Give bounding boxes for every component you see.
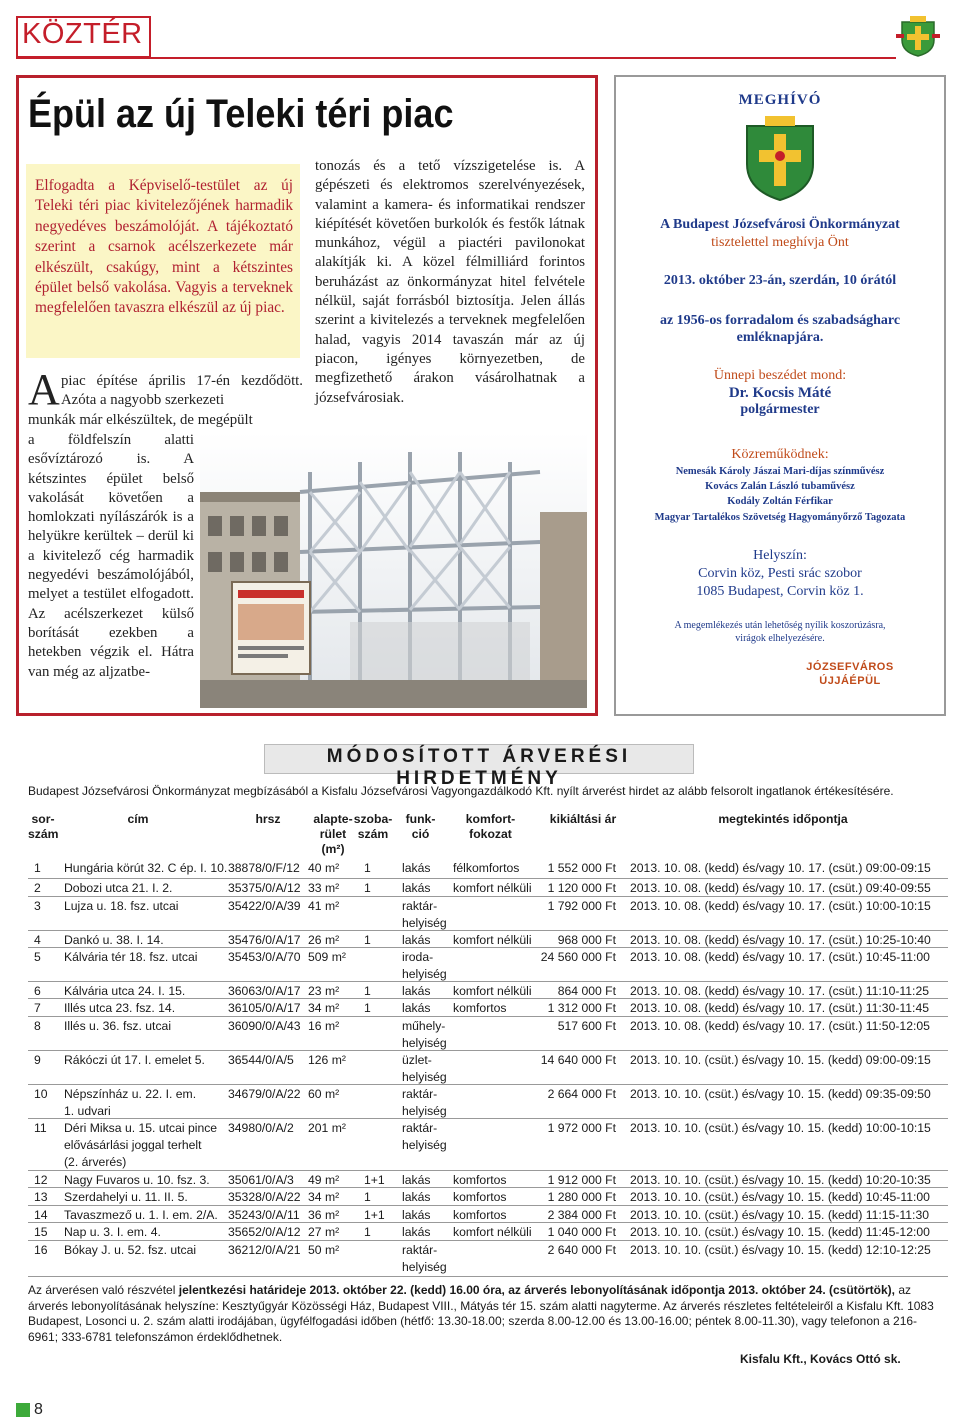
cell-addr-line: Illés utca 23. fsz. 14.: [64, 1001, 176, 1015]
invitation-speaker: Dr. Kocsis Máté: [728, 385, 832, 401]
cell-price: 2 384 000 Ft: [547, 1208, 616, 1222]
cell-rooms: 1: [364, 984, 371, 998]
cell-view: 2013. 10. 10. (csüt.) és/vagy 10. 15. (kedd) 10:45-11:00: [630, 1190, 930, 1204]
cell-price: 968 000 Ft: [557, 933, 616, 947]
cell-func: [402, 1224, 430, 1241]
cell-view: 2013. 10. 08. (kedd) és/vagy 10. 17. (csüt.) 11:10-11:25: [630, 984, 930, 998]
cell-addr-line: Rákóczi út 17. I. emelet 5.: [64, 1053, 205, 1067]
cell-area: 509 m²: [308, 950, 346, 964]
cell-func: [402, 880, 430, 897]
cell-hrsz: 38878/0/F/12: [228, 861, 300, 875]
cell-rooms: 1: [364, 1225, 371, 1239]
contributor: Nemesák Károly Jászai Mari-díjas színművész: [675, 466, 885, 477]
cell-no: 9: [34, 1053, 41, 1067]
invitation-occasion-2: emléknapjára.: [736, 330, 824, 345]
cell-rooms: 1: [364, 1190, 371, 1204]
cell-view: 2013. 10. 10. (csüt.) és/vagy 10. 15. (kedd) 11:45-12:00: [630, 1225, 930, 1239]
cell-hrsz: 36090/0/A/43: [228, 1019, 301, 1033]
cell-func-line: üzlet-: [402, 1053, 432, 1067]
section-label: KÖZTÉR: [22, 18, 143, 50]
cell-no: 4: [34, 933, 41, 947]
cell-no: 3: [34, 899, 41, 913]
auction-title: MÓDOSÍTOTT ÁRVERÉSI HIRDETMÉNY: [326, 746, 632, 789]
cell-view: 2013. 10. 08. (kedd) és/vagy 10. 17. (csüt.) 10:45-11:00: [630, 950, 930, 964]
cell-func-line: helyiség: [402, 1260, 447, 1274]
cell-comfort: félkomfortos: [453, 861, 520, 875]
cell-price: 2 640 000 Ft: [547, 1243, 616, 1257]
invitation-speaker-title: polgármester: [740, 402, 820, 417]
cell-addr-line: (2. árverés): [64, 1155, 127, 1169]
cell-comfort: komfortos: [453, 1208, 507, 1222]
cell-view: 2013. 10. 10. (csüt.) és/vagy 10. 15. (kedd) 10:20-10:35: [630, 1173, 931, 1187]
cell-view: 2013. 10. 08. (kedd) és/vagy 10. 17. (csüt.) 10:00-10:15: [630, 899, 931, 913]
cell-func-line: lakás: [402, 1190, 431, 1204]
cell-hrsz: 35652/0/A/12: [228, 1225, 301, 1239]
cell-func-line: lakás: [402, 1225, 431, 1239]
row-divider: [28, 1222, 948, 1223]
cell-price: 2 664 000 Ft: [547, 1087, 616, 1101]
cell-addr: [64, 1120, 217, 1171]
cell-hrsz: 36212/0/A/21: [228, 1243, 301, 1257]
cell-addr-line: Bókay J. u. 52. fsz. utcai: [64, 1243, 197, 1257]
cell-func-line: raktár-: [402, 1243, 438, 1257]
cell-addr-line: Nagy Fuvaros u. 10. fsz. 3.: [64, 1173, 210, 1187]
cell-func: [402, 1242, 447, 1276]
invitation-venue: Corvin köz, Pesti srác szobor: [698, 566, 862, 581]
cell-addr-line: Dankó u. 38. I. 14.: [64, 933, 164, 947]
cell-func-line: helyiség: [402, 1070, 447, 1084]
cell-area: 49 m²: [308, 1173, 340, 1187]
page-marker: [16, 1403, 30, 1417]
cell-addr-line: Hungária körút 32. C ép. I. 10.: [64, 861, 228, 875]
article-text-col1-line: munkák már elkészültek, de megépült: [28, 412, 253, 428]
invitation-venue-label: Helyszín:: [753, 548, 807, 563]
cell-area: 36 m²: [308, 1208, 340, 1222]
drop-cap: A: [28, 365, 60, 414]
district-crest-icon: [896, 14, 940, 58]
cell-func: [402, 1086, 447, 1120]
cell-no: 1: [34, 861, 41, 875]
contributor: Kodály Zoltán Férfikar: [727, 496, 833, 507]
cell-func: [402, 1018, 447, 1052]
cell-no: 7: [34, 1001, 41, 1015]
jozsefvaros-logo-text: JÓZSEFVÁROS: [806, 661, 894, 673]
cell-hrsz: 36544/0/A/5: [228, 1053, 294, 1067]
row-divider: [28, 930, 948, 931]
cell-addr-line: Illés u. 36. fsz. utcai: [64, 1019, 172, 1033]
cell-price: 24 560 000 Ft: [540, 950, 616, 964]
row-divider: [28, 998, 948, 999]
cell-func-line: helyiség: [402, 1138, 447, 1152]
cell-comfort: komfortos: [453, 1001, 507, 1015]
cell-comfort: komfort nélküli: [453, 1225, 532, 1239]
row-divider: [28, 1016, 948, 1017]
invitation-title: MEGHÍVÓ: [738, 92, 822, 108]
cell-func-line: helyiség: [402, 967, 447, 981]
cell-no: 8: [34, 1019, 41, 1033]
cell-addr: [64, 1018, 171, 1035]
cell-view: 2013. 10. 10. (csüt.) és/vagy 10. 15. (kedd) 09:35-09:50: [630, 1087, 931, 1101]
cell-rooms: 1+1: [364, 1173, 385, 1187]
invitation-invites: tisztelettel meghívja Önt: [711, 235, 849, 250]
cell-addr: [64, 860, 227, 877]
cell-addr-line: Kálvária tér 18. fsz. utcai: [64, 950, 198, 964]
cell-no: 11: [34, 1121, 47, 1135]
article-lead: Elfogadta a Képviselő-testület az új Teleki téri piac kivitelezőjének harmadik negyedéves beszámolóját. A tájékoztató szerint a csarnok acélszerkezete már elkészült, csakúgy, mint a kétszintes épület belső vakolása. Vagyis a terveknek megfelelően tavaszra elkészül az új piac.: [35, 177, 293, 317]
row-divider: [28, 1240, 948, 1241]
col-header-comfort: komfort- fokozat: [465, 812, 516, 841]
cell-func-line: lakás: [402, 1208, 431, 1222]
col-header-viewing: megtekintés időpontja: [718, 812, 848, 826]
cell-view: 2013. 10. 08. (kedd) és/vagy 10. 17. (csüt.) 09:00-09:15: [630, 861, 931, 875]
cell-func: [402, 860, 430, 877]
cell-view: 2013. 10. 10. (csüt.) és/vagy 10. 15. (kedd) 10:00-10:15: [630, 1121, 931, 1135]
cell-comfort: komfortos: [453, 1190, 507, 1204]
cell-addr-line: Tavaszmező u. 1. I. em. 2/A.: [64, 1208, 218, 1222]
cell-hrsz: 36105/0/A/17: [228, 1001, 301, 1015]
cell-area: 60 m²: [308, 1087, 340, 1101]
cell-rooms: 1: [364, 933, 371, 947]
row-divider: [28, 947, 948, 948]
article-text-col1-narrow: a földfelszín alatti esővíztározó is. A kétszintes épület belső vakolását követően a homlokzati nyílászárók is a helyükre kerültek – derül ki a kivitelező cég harmadik negyedévi beszámolójából, melyet a testület elfogadott. Az acélszerkezet külső borítását ezekben a hetekben végzik el. Hátra van még az aljzatbe-: [28, 432, 194, 680]
row-divider: [28, 1050, 948, 1051]
cell-func: [402, 1000, 430, 1017]
cell-func: [402, 1120, 447, 1154]
col-header-price: kikiáltási ár: [549, 812, 617, 826]
invitation-speech-label: Ünnepi beszédet mond:: [713, 368, 847, 383]
cell-addr-line: 1. udvari: [64, 1104, 111, 1118]
auction-signature: Kisfalu Kft., Kovács Ottó sk.: [740, 1352, 901, 1366]
cell-view: 2013. 10. 10. (csüt.) és/vagy 10. 15. (kedd) 09:00-09:15: [630, 1053, 931, 1067]
cell-no: 5: [34, 950, 41, 964]
cell-func-line: lakás: [402, 1173, 431, 1187]
cell-rooms: 1: [364, 881, 371, 895]
construction-photo: [200, 432, 587, 708]
cell-hrsz: 34980/0/A/2: [228, 1121, 294, 1135]
cell-no: 16: [34, 1243, 48, 1257]
invitation-occasion: az 1956-os forradalom és szabadságharc: [659, 313, 901, 328]
row-divider: [28, 1118, 948, 1119]
cell-comfort: komfort nélküli: [453, 984, 532, 998]
cell-addr-line: Lujza u. 18. fsz. utcai: [64, 899, 179, 913]
col-header-hrsz: hrsz: [255, 812, 281, 826]
cell-func-line: raktár-: [402, 899, 438, 913]
cell-addr-line: Nap u. 3. I. em. 4.: [64, 1225, 161, 1239]
cell-addr-line: Kálvária utca 24. I. 15.: [64, 984, 186, 998]
cell-addr: [64, 1189, 188, 1206]
auction-footer: Az árverésen való részvétel jelentkezési határideje 2013. október 22. (kedd) 16.00 óra, az árverés lebonyolításának időpontja 2013. október 24. (csütörtök), az árverés lebonyolításának helyszíne: Kesztyűgyár Közösségi Ház, Budapest VIII., Mátyás tér 15. szám alatti nagyterme. Az árverés részletes feltételeiről a Kisfalu Kft. 1083 Budapest, Losonci u. 2. szám alatti irodájában, ügyfélfogadási időben (hétfő: 13.30-18.00; szerda 8.00-12.00 és 13.00-16.00; péntek 8.00-11.30), vagy telefonon a 216-6961; 333-6781 telefonszámon érdeklődhetnek.: [28, 1283, 934, 1344]
cell-addr: [64, 1224, 161, 1241]
row-divider: [28, 1084, 948, 1085]
table-bottom-rule: [28, 1276, 948, 1277]
cell-hrsz: 35453/0/A/70: [228, 950, 301, 964]
cell-price: 1 972 000 Ft: [547, 1121, 616, 1135]
cell-addr-line: Dobozi utca 21. I. 2.: [64, 881, 173, 895]
invitation-note-2: virágok elhelyezésére.: [735, 633, 825, 644]
cell-area: 33 m²: [308, 881, 340, 895]
cell-area: 201 m²: [308, 1121, 346, 1135]
cell-no: 6: [34, 984, 41, 998]
cell-addr: [64, 1052, 205, 1069]
cell-comfort: komfort nélküli: [453, 933, 532, 947]
cell-rooms: 1: [364, 1001, 371, 1015]
cell-price: 1 120 000 Ft: [547, 881, 616, 895]
cell-price: 517 600 Ft: [557, 1019, 616, 1033]
contributor: Kovács Zalán László tubaművész: [705, 481, 855, 492]
cell-func-line: lakás: [402, 1001, 431, 1015]
cell-price: 864 000 Ft: [557, 984, 616, 998]
cell-hrsz: 34679/0/A/22: [228, 1087, 301, 1101]
cell-func: [402, 1189, 430, 1206]
invitation-note: A megemlékezés után lehetőség nyílik koszorúzásra,: [674, 620, 886, 631]
cell-func-line: műhely-: [402, 1019, 446, 1033]
cell-addr: [64, 880, 172, 897]
col-header-area: alapte- rület (m²): [313, 812, 353, 856]
cell-func-line: lakás: [402, 881, 431, 895]
header-rule: [16, 57, 896, 59]
page-number: 8: [34, 1401, 43, 1418]
invitation-contributors-label: Közreműködnek:: [731, 447, 829, 462]
article-headline: Épül az új Teleki téri piac: [28, 92, 454, 136]
cell-no: 10: [34, 1087, 48, 1101]
cell-area: 34 m²: [308, 1190, 340, 1204]
cell-area: 50 m²: [308, 1243, 340, 1257]
cell-func-line: lakás: [402, 984, 431, 998]
cell-view: 2013. 10. 08. (kedd) és/vagy 10. 17. (csüt.) 11:30-11:45: [630, 1001, 930, 1015]
cell-price: 1 552 000 Ft: [547, 861, 616, 875]
cell-hrsz: 35476/0/A/17: [228, 933, 301, 947]
cell-addr-line: elővásárlási joggal terhelt: [64, 1138, 202, 1152]
row-divider: [28, 1187, 948, 1188]
col-header-rooms: szoba- szám: [353, 812, 393, 841]
cell-hrsz: 36063/0/A/17: [228, 984, 301, 998]
cell-addr-line: Népszínház u. 22. I. em.: [64, 1087, 197, 1101]
cell-func-line: helyiség: [402, 1036, 447, 1050]
cell-no: 13: [34, 1190, 48, 1204]
cell-comfort: komfortos: [453, 1173, 507, 1187]
ujjaepul-logo-text: ÚJJÁÉPÜL: [819, 675, 881, 687]
cell-hrsz: 35061/0/A/3: [228, 1173, 294, 1187]
cell-func: [402, 1052, 447, 1086]
cell-no: 14: [34, 1208, 48, 1222]
auction-intro: Budapest Józsefvárosi Önkormányzat megbízásából a Kisfalu Józsefvárosi Vagyongazdálkodó Kft. nyílt árverést hirdet az alább felsorolt ingatlanok értékesítésére.: [28, 784, 894, 798]
cell-area: 34 m²: [308, 1001, 340, 1015]
cell-area: 40 m²: [308, 861, 340, 875]
cell-comfort: komfort nélküli: [453, 881, 532, 895]
cell-rooms: 1: [364, 861, 371, 875]
cell-no: 2: [34, 881, 41, 895]
cell-func: [402, 898, 447, 932]
row-divider: [28, 1170, 948, 1171]
cell-addr: [64, 1000, 175, 1017]
cell-area: 16 m²: [308, 1019, 340, 1033]
row-divider: [28, 896, 948, 897]
cell-hrsz: 35375/0/A/12: [228, 881, 301, 895]
cell-func-line: helyiség: [402, 916, 447, 930]
cell-addr: [64, 898, 179, 915]
cell-addr: [64, 949, 197, 966]
cell-func-line: iroda-: [402, 950, 434, 964]
cell-view: 2013. 10. 08. (kedd) és/vagy 10. 17. (csüt.) 10:25-10:40: [630, 933, 931, 947]
cell-price: 14 640 000 Ft: [540, 1053, 616, 1067]
cell-area: 126 m²: [308, 1053, 346, 1067]
row-divider: [28, 1205, 948, 1206]
cell-area: 41 m²: [308, 899, 340, 913]
cell-addr-line: Szerdahelyi u. 11. II. 5.: [64, 1190, 188, 1204]
cell-addr: [64, 1242, 196, 1259]
cell-area: 26 m²: [308, 933, 340, 947]
article-text-col1-start: piac építése április 17-én kezdődött. Azóta a nagyobb szerkezeti: [61, 373, 303, 409]
cell-func-line: raktár-: [402, 1121, 438, 1135]
cell-view: 2013. 10. 08. (kedd) és/vagy 10. 17. (csüt.) 09:40-09:55: [630, 881, 931, 895]
cell-addr-line: Déri Miksa u. 15. utcai pince: [64, 1121, 218, 1135]
cell-hrsz: 35422/0/A/39: [228, 899, 301, 913]
row-divider: [28, 878, 948, 879]
cell-hrsz: 35328/0/A/22: [228, 1190, 301, 1204]
cell-price: 1 792 000 Ft: [547, 899, 616, 913]
coat-of-arms-icon: [743, 114, 817, 202]
cell-price: 1 912 000 Ft: [547, 1173, 616, 1187]
col-header-function: funk- ció: [405, 812, 436, 841]
cell-func-line: raktár-: [402, 1087, 438, 1101]
cell-view: 2013. 10. 08. (kedd) és/vagy 10. 17. (csüt.) 11:50-12:05: [630, 1019, 930, 1033]
cell-view: 2013. 10. 10. (csüt.) és/vagy 10. 15. (kedd) 12:10-12:25: [630, 1243, 931, 1257]
contributor: Magyar Tartalékos Szövetség Hagyományőrző Tagozata: [654, 512, 906, 523]
cell-func-line: helyiség: [402, 1104, 447, 1118]
cell-func-line: lakás: [402, 861, 431, 875]
cell-price: 1 280 000 Ft: [547, 1190, 616, 1204]
cell-price: 1 040 000 Ft: [547, 1225, 616, 1239]
cell-price: 1 312 000 Ft: [547, 1001, 616, 1015]
cell-view: 2013. 10. 10. (csüt.) és/vagy 10. 15. (kedd) 11:15-11:30: [630, 1208, 930, 1222]
cell-no: 12: [34, 1173, 48, 1187]
cell-hrsz: 35243/0/A/11: [228, 1208, 300, 1222]
row-divider: [28, 981, 948, 982]
invitation-host: A Budapest Józsefvárosi Önkormányzat: [660, 217, 900, 232]
cell-no: 15: [34, 1225, 48, 1239]
article-text-col2: tonozás és a tető vízszigetelése is. A gépészeti és elektromos szerelvényezések, valamint a kamera- és informatikai rendszer kiépítését követően burkolók és festők látnak munkához, végül a piactéri pavilonokat alakítják ki. A közel félmilliárd forintos beruházást az önkormányzat hitel felvétele nélkül, saját forrásból biztosítja. Jelen állás szerint a kivitelezés a terveknek megfelelően halad, vagyis 2014 tavaszán már az új piacon, igényes környezetben, de megfizethető árakon vásárolhatnak a józsefvárosiak.: [315, 158, 585, 406]
cell-area: 27 m²: [308, 1225, 340, 1239]
col-header-address: cím: [127, 812, 149, 826]
invitation-venue-address: 1085 Budapest, Corvin köz 1.: [696, 584, 864, 599]
cell-func: [402, 949, 447, 983]
cell-rooms: 1+1: [364, 1208, 385, 1222]
invitation-date: 2013. október 23-án, szerdán, 10 órától: [663, 273, 897, 288]
cell-func-line: lakás: [402, 933, 431, 947]
cell-addr: [64, 1086, 196, 1120]
cell-area: 23 m²: [308, 984, 340, 998]
col-header-no: sor- szám: [28, 812, 59, 841]
